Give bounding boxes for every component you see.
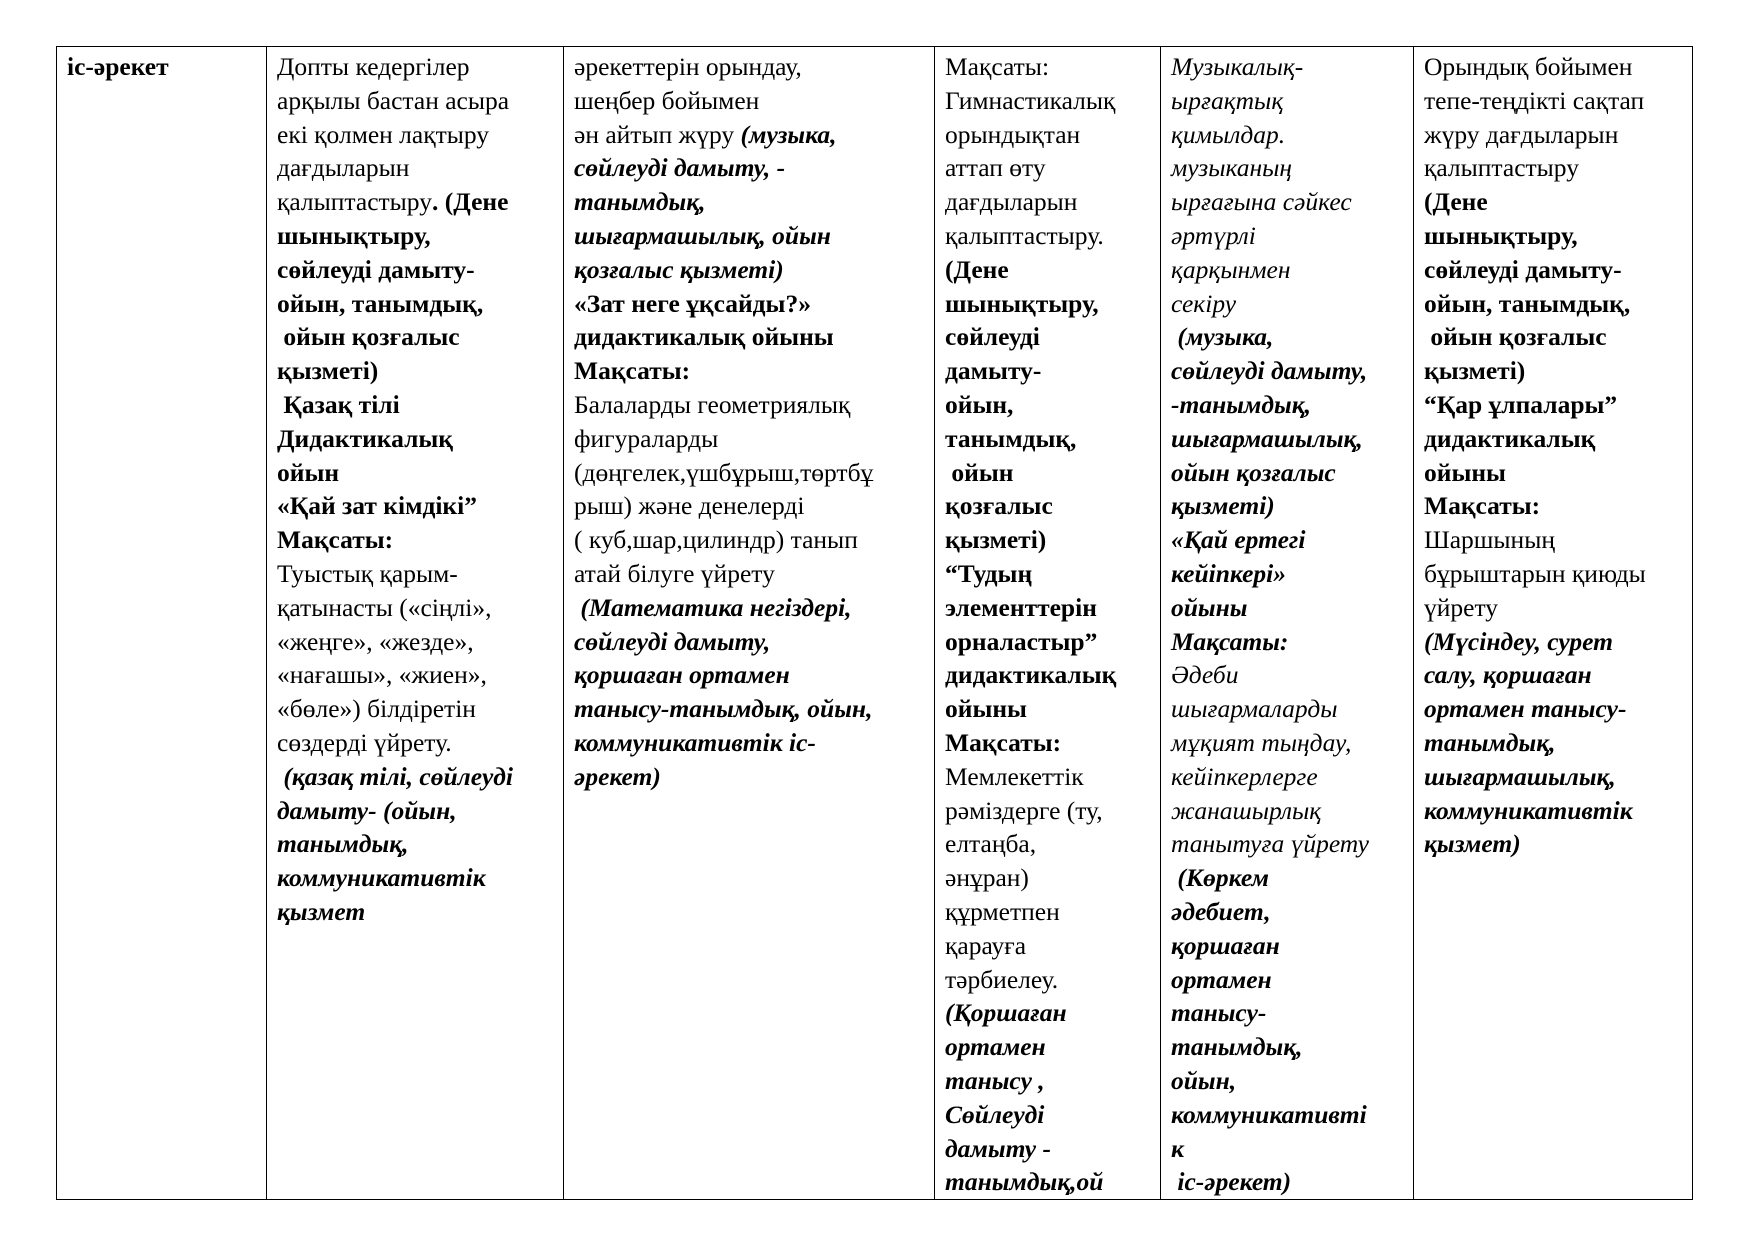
- text-segment: Әдеби шығармаларды мұқият тыңдау, кейіпкерлерге жанашырлық танытуға үйрету: [1171, 660, 1369, 859]
- text-segment: (музыка, сөйлеуді дамыту, -танымдық, шығармашылық, ойын қозғалыс қызметі) «Қай ертегі кейіпкері» ойыны Мақсаты:: [1171, 322, 1368, 656]
- table-cell-col-5: [1161, 47, 1414, 1200]
- text-segment: (Математика негіздері, сөйлеуді дамыту, қоршаған ортамен танысу-танымдық, ойын, коммуникативтік іс- әрекет): [574, 592, 873, 791]
- text-segment: Балаларды геометриялық фигураларды (дөңгелек,үшбұрыш,төртбұ рыш) және денелерді ( куб,шар,цилиндр) танып атай білуге үйрету: [574, 389, 874, 588]
- table-cell-col-3: [564, 47, 935, 1200]
- cell-text: [574, 50, 924, 794]
- text-segment: Музыкалық- ырғақтық қимылдар. музыканың ырғағына сәйкес әртүрлі қарқынмен секіру: [1171, 52, 1352, 318]
- text-segment: іс-әрекет: [67, 52, 169, 81]
- text-segment: (қазақ тілі, сөйлеуді дамыту- (ойын, танымдық, коммуникативтік қызмет: [277, 761, 514, 926]
- table-cell-col-2: [267, 47, 564, 1200]
- cell-text: [277, 50, 553, 929]
- table-cell-col-4: [935, 47, 1161, 1200]
- table-body: [57, 47, 1693, 1200]
- text-segment: Орындық бойымен тепе-теңдікті сақтап жүру дағдыларын қалыптастыру: [1424, 52, 1645, 183]
- cell-text: [945, 50, 1150, 1199]
- cell-text: [1424, 50, 1682, 861]
- cell-text: [1171, 50, 1403, 1199]
- text-segment: Шаршының бұрыштарын қиюды үйрету: [1424, 525, 1646, 622]
- text-segment: әрекеттерін орындау, шеңбер бойымен ән айтып жүру: [574, 52, 802, 149]
- text-segment: Туыстық қарым- қатынасты («сіңлі», «жеңге», «жезде», «нағашы», «жиен», «бөле») білдіретін сөздерді үйрету.: [277, 558, 492, 757]
- text-segment: (Мүсіндеу, сурет салу, қоршаған ортамен танысу- танымдық, шығармашылық, коммуникативтік қызмет): [1424, 626, 1633, 859]
- text-segment: (Көркем әдебиет, қоршаған ортамен танысу- танымдық, ойын, коммуникативті к іс-әрекет): [1171, 863, 1367, 1197]
- table-cell-col-1: [57, 47, 267, 1200]
- text-segment: . (Дене шынықтыру, сөйлеуді дамыту- ойын, танымдық, ойын қозғалыс қызметі) Қазақ тілі Дидактикалық ойын «Қай зат кімдікі” Мақсаты:: [277, 187, 509, 555]
- text-segment: (Қоршаған ортамен танысу , Сөйлеуді дамыту - танымдық,ой: [945, 998, 1104, 1197]
- text-segment: Мақсаты: Гимнастикалық орындықтан аттап өту дағдыларын қалыптастыру.: [945, 52, 1116, 250]
- schedule-table: [56, 46, 1693, 1200]
- text-segment: (музыка, сөйлеуді дамыту, - танымдық, шығармашылық, ойын қозғалыс қызметі): [574, 119, 837, 284]
- text-segment: (Дене шынықтыру, сөйлеуді дамыту- ойын, танымдық, ойын қозғалыс қызметі) “Қар ұлпалары” дидактикалық ойыны Мақсаты:: [1424, 187, 1631, 521]
- text-segment: Допты кедергілер арқылы бастан асыра екі қолмен лақтыру дағдыларын қалыптастыру: [277, 52, 510, 217]
- table-cell-col-6: [1414, 47, 1693, 1200]
- text-segment: (Дене шынықтыру, сөйлеуді дамыту- ойын, танымдық, ойын қозғалыс қызметі) “Тудың элементтерін орналастыр” дидактикалық ойыны Мақсаты:: [945, 254, 1117, 757]
- text-segment: «Зат неге ұқсайды?» дидактикалық ойыны Мақсаты:: [574, 288, 834, 386]
- cell-text: [67, 50, 256, 84]
- text-segment: Мемлекеттік рәміздерге (ту, елтаңба, әнұран) құрметпен қарауға тәрбиелеу.: [945, 761, 1103, 994]
- table-row: [57, 47, 1693, 1200]
